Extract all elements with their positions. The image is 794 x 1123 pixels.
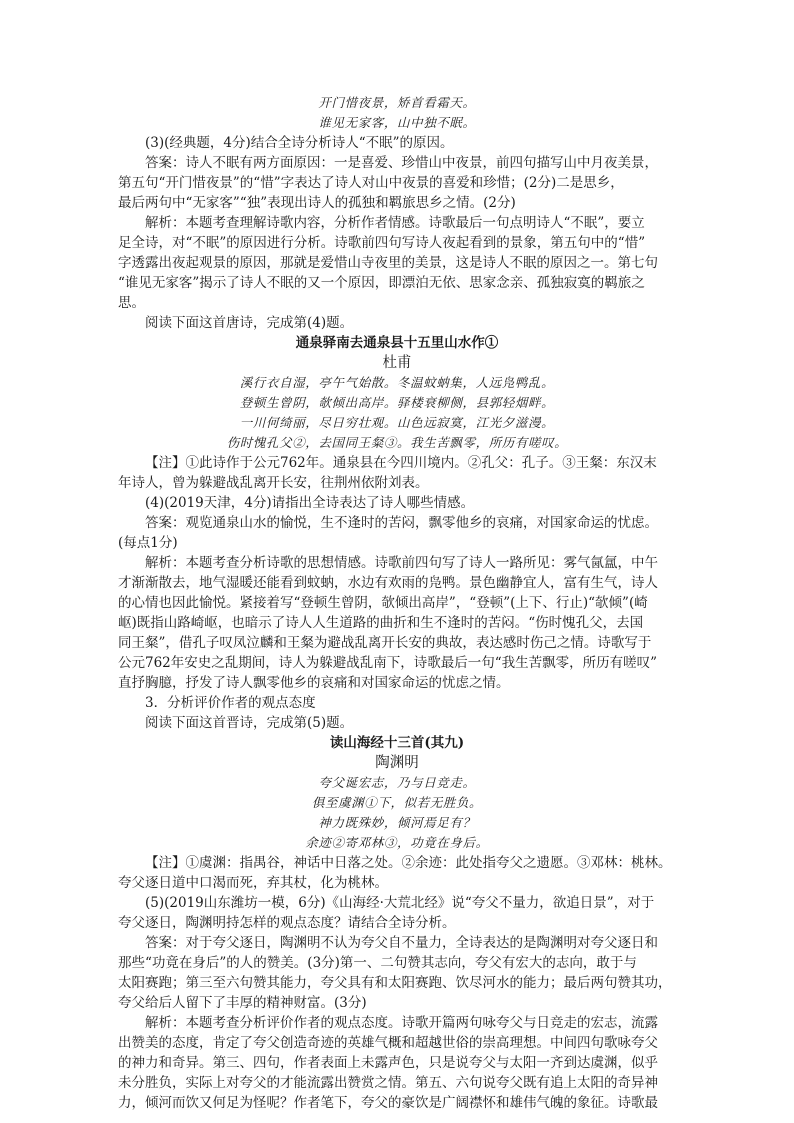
text-line: 余迹②寄邓林③，功竟在身后。 [305,835,489,850]
text-line: 通泉驿南去通泉县十五里山水作① [295,335,499,351]
text-line: 同王粲”，借孔子叹凤泣麟和王粲为避战乱离开长安的典故，表达感时伤己之情。诗歌写于 [118,635,652,651]
text-line: “谁见无家客”揭示了诗人不眠的又一个原因，即漂泊无依、思家念亲、孤独寂寞的羁旅之 [118,275,645,291]
text-line: 阅读下面这首晋诗，完成第(5)题。 [145,715,354,731]
text-line: 开门惜夜景，矫首看霜天。 [318,95,476,110]
text-line: 陶渊明 [375,755,419,771]
text-line: 【注】①此诗作于公元762年。通泉县在今四川境内。②孔父：孔子。③王粲：东汉末 [145,455,657,471]
text-line: 公元762年安史之乱期间，诗人为躲避战乱南下，诗歌最后一句“我生苦飘零，所历有嗟叹” [118,655,658,671]
text-line: 那些“功竟在身后”的人的赞美。(3分)第一、二句赞其志向，夸父有宏大的志向，敢于与 [118,955,637,971]
text-line: 谁见无家客，山中独不眠。 [318,115,476,130]
text-line: 字透露出夜起观景的原因，那就是爱惜山寺夜里的美景，这是诗人不眠的原因之一。第七句 [118,255,658,271]
text-line: 答案：诗人不眠有两方面原因：一是喜爱、珍惜山中夜景，前四句描写山中月夜美景， [145,155,658,171]
text-line: 直抒胸臆，抒发了诗人飘零他乡的哀痛和对国家命运的忧虑之情。 [118,675,510,691]
text-line: 神力既殊妙，倾河焉足有？ [318,815,476,830]
text-line: 阅读下面这首唐诗，完成第(4)题。 [145,315,354,331]
text-line: 夸父给后人留下了丰厚的精神财富。(3分) [118,995,367,1011]
text-line: (4)(2019天津，4分)请指出全诗表达了诗人哪些情感。 [145,495,475,511]
text-line: 年诗人，曾为躲避战乱离开长安，往荆州依附刘表。 [118,475,429,491]
document-page [118,93,676,1113]
text-line: 杜甫 [382,355,412,371]
text-line: (每点1分) [118,535,178,551]
text-line: 岖)既指山路崎岖，也暗示了诗人人生道路的曲折和生不逢时的苦闷。“伤时愧孔父，去国 [118,615,644,631]
text-line: 读山海经十三首(其九) [329,735,465,751]
text-line: 解析：本题考查分析评价作者的观点态度。诗歌开篇两句咏夸父与日竞走的宏志，流露 [145,1015,658,1031]
text-line: 最后两句中“无家客”“独”表现出诗人的孤独和羁旅思乡之情。(2分) [118,195,516,211]
text-line: (3)(经典题，4分)结合全诗分析诗人“不眠”的原因。 [145,135,454,151]
text-line: 3．分析评价作者的观点态度 [145,695,316,711]
text-line: 才渐渐散去，地气湿暖还能看到蚊蚋，水边有欢雨的凫鸭。景色幽静宜人，富有生气，诗人 [118,575,658,591]
text-line: 的神力和奇异。第三、四句，作者表面上未露声色，只是说夸父与太阳一齐到达虞渊，似乎 [118,1055,658,1071]
text-line: 溪行衣自湿，亭午气始散。冬温蚊蚋集，人远凫鸭乱。 [239,375,555,390]
text-line: 夸父诞宏志，乃与日竞走。 [318,775,476,790]
text-line: 一川何绮丽，尽日穷壮观。山色远寂寞，江光夕滋漫。 [239,415,555,430]
text-line: 【注】①虞渊：指禺谷，神话中日落之处。②余迹：此处指夸父之遗愿。③邓林：桃林。 [145,855,672,871]
text-line: 足全诗，对“不眠”的原因进行分析。诗歌前四句写诗人夜起看到的景象，第五句中的“惜” [118,235,646,251]
text-line: 未分胜负，实际上对夸父的才能流露出赞赏之情。第五、六句说夸父既有追上太阳的奇异神 [118,1075,658,1091]
text-line: 的心情也因此愉悦。紧接着写“登顿生曾阴，欹倾出高岸”，“登顿”(上下、行止)“欹倾”(崎 [118,595,648,611]
text-line: 俱至虞渊①下，似若无胜负。 [311,795,483,810]
text-line: 答案：观览通泉山水的愉悦，生不逢时的苦闷，飘零他乡的哀痛，对国家命运的忧虑。 [145,515,658,531]
text-line: 第五句“开门惜夜景”的“惜”字表达了诗人对山中夜景的喜爱和珍惜；(2分)二是思乡， [118,175,624,191]
text-line: 出赞美的态度，肯定了夸父创造奇迹的英雄气概和超越世俗的崇高理想。中间四句歌咏夸父 [118,1035,658,1051]
text-line: 伤时愧孔父②，去国同王粲③。我生苦飘零，所历有嗟叹。 [226,435,568,450]
text-line: 答案：对于夸父逐日，陶渊明不认为夸父自不量力，全诗表达的是陶渊明对夸父逐日和 [145,935,658,951]
text-line: 解析：本题考查分析诗歌的思想情感。诗歌前四句写了诗人一路所见：雾气氤氲，中午 [145,555,658,571]
text-line: (5)(2019山东潍坊一模，6分)《山海经·大荒北经》说“夸父不量力，欲追日景”，对于 [145,895,655,911]
text-line: 夸父逐日，陶渊明持怎样的观点态度？请结合全诗分析。 [118,915,456,931]
text-line: 解析：本题考查理解诗歌内容，分析作者情感。诗歌最后一句点明诗人“不眠”，要立 [145,215,645,231]
text-line: 夸父逐日道中口渴而死，弃其杖，化为桃林。 [118,875,388,891]
text-line: 太阳赛跑；第三至六句赞其能力，夸父具有和太阳赛跑、饮尽河水的能力；最后两句赞其功， [118,975,672,991]
text-line: 思。 [118,295,145,311]
text-line: 力，倾河而饮又何足为怪呢？作者笔下，夸父的豪饮是广阔襟怀和雄伟气魄的象征。诗歌最 [118,1095,658,1111]
text-line: 登顿生曾阴，欹倾出高岸。驿楼衰柳侧，县郭轻烟畔。 [239,395,555,410]
